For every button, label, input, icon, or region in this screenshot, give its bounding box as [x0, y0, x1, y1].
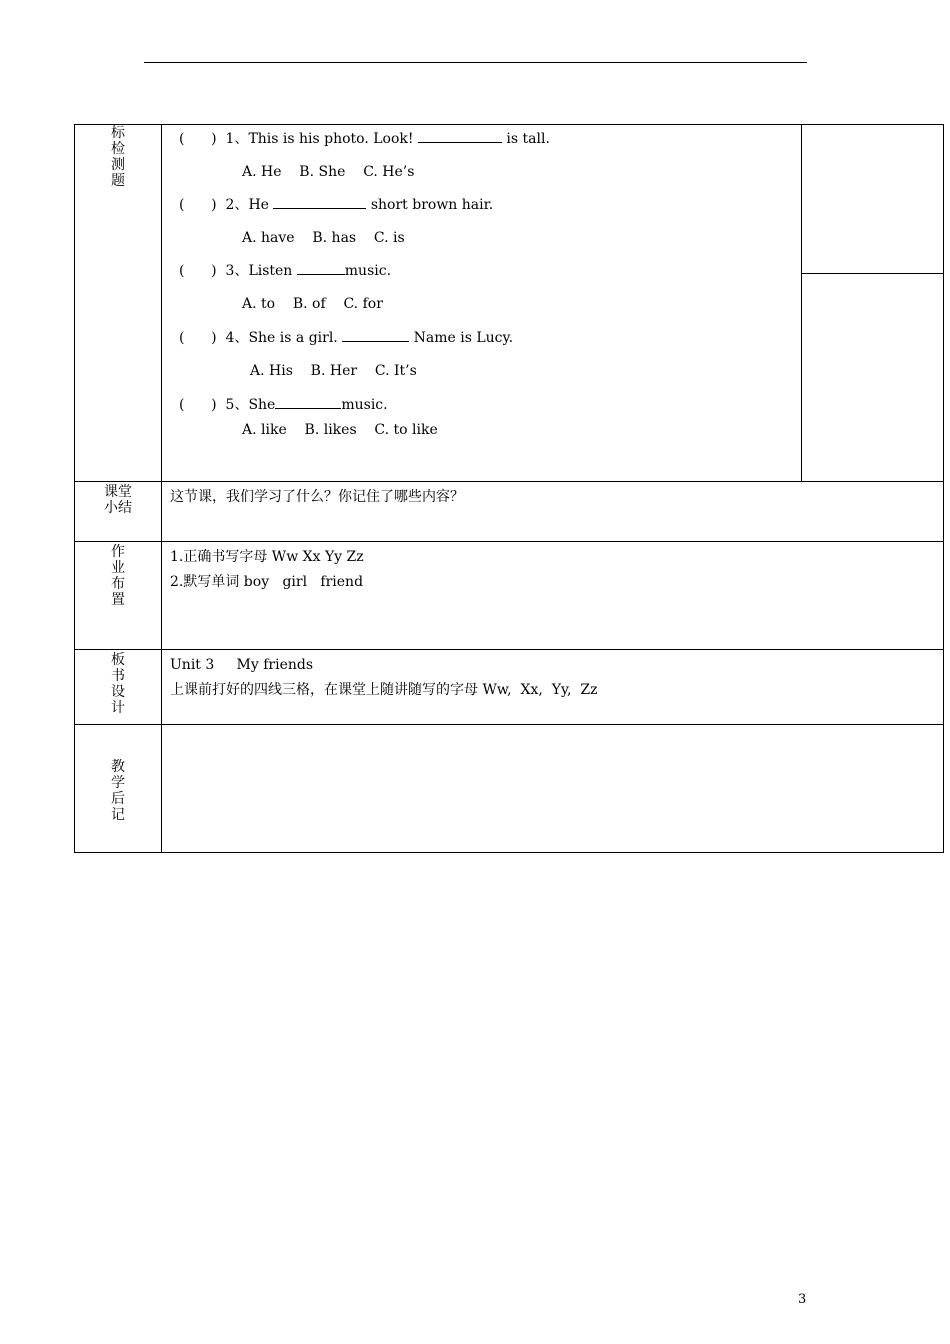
question-5-options: A. like B. likes C. to like — [242, 422, 438, 438]
question-4: ( ) 4、She is a girl. Name is Lucy. — [179, 330, 514, 346]
board-line-1: Unit 3 My friends — [170, 657, 314, 673]
board-label-cell — [75, 650, 162, 725]
summary-text: 这节课，我们学习了什么？你记住了哪些内容？ — [170, 489, 464, 505]
lesson-plan-table — [74, 124, 944, 853]
summary-label-cell — [75, 482, 162, 542]
reflection-label-cell — [75, 725, 162, 853]
homework-row — [75, 542, 944, 650]
question-5: ( ) 5、She music. — [179, 397, 388, 413]
questions-list — [162, 125, 801, 481]
summary-row — [75, 482, 944, 542]
questions-cell — [162, 125, 802, 482]
homework-line-2: 2.默写单词 boy girl friend — [170, 574, 364, 590]
homework-line-1: 1.正确书写字母 Ww Xx Yy Zz — [170, 549, 364, 565]
answer-blank — [273, 196, 366, 209]
test-row — [75, 125, 944, 482]
answer-blank — [275, 396, 341, 409]
question-4-options: A. His B. Her C. It’s — [250, 363, 417, 379]
homework-cell — [162, 542, 944, 650]
homework-label: 作 业 布 置 — [111, 544, 125, 608]
summary-label: 课堂 小结 — [104, 484, 132, 516]
answer-blank — [418, 130, 502, 143]
question-1-options: A. He B. She C. He’s — [242, 164, 415, 180]
question-3: ( ) 3、Listen music. — [179, 263, 392, 279]
header-rule — [144, 62, 807, 63]
question-2: ( ) 2、He short brown hair. — [179, 197, 494, 213]
reflection-row — [75, 725, 944, 853]
board-cell — [162, 650, 944, 725]
board-line-2: 上课前打好的四线三格，在课堂上随讲随写的字母 Ww, Xx, Yy, Zz — [170, 682, 598, 698]
reflection-cell — [162, 725, 944, 853]
test-label: 标 检 测 题 — [111, 125, 125, 189]
reflection-label: 教 学 后 记 — [111, 759, 125, 823]
side-cell — [802, 125, 944, 482]
board-text — [162, 650, 943, 706]
summary-cell — [162, 482, 944, 542]
side-cell-top — [802, 125, 943, 274]
question-2-options: A. have B. has C. is — [242, 230, 405, 246]
homework-text — [162, 542, 943, 598]
test-label-cell — [75, 125, 162, 482]
page-number: 3 — [798, 1292, 807, 1307]
board-row — [75, 650, 944, 725]
board-label: 板 书 设 计 — [111, 652, 125, 716]
question-1: ( ) 1、This is his photo. Look! is tall. — [179, 131, 550, 147]
homework-label-cell — [75, 542, 162, 650]
answer-blank — [297, 262, 345, 275]
question-3-options: A. to B. of C. for — [242, 296, 383, 312]
answer-blank — [342, 329, 409, 342]
